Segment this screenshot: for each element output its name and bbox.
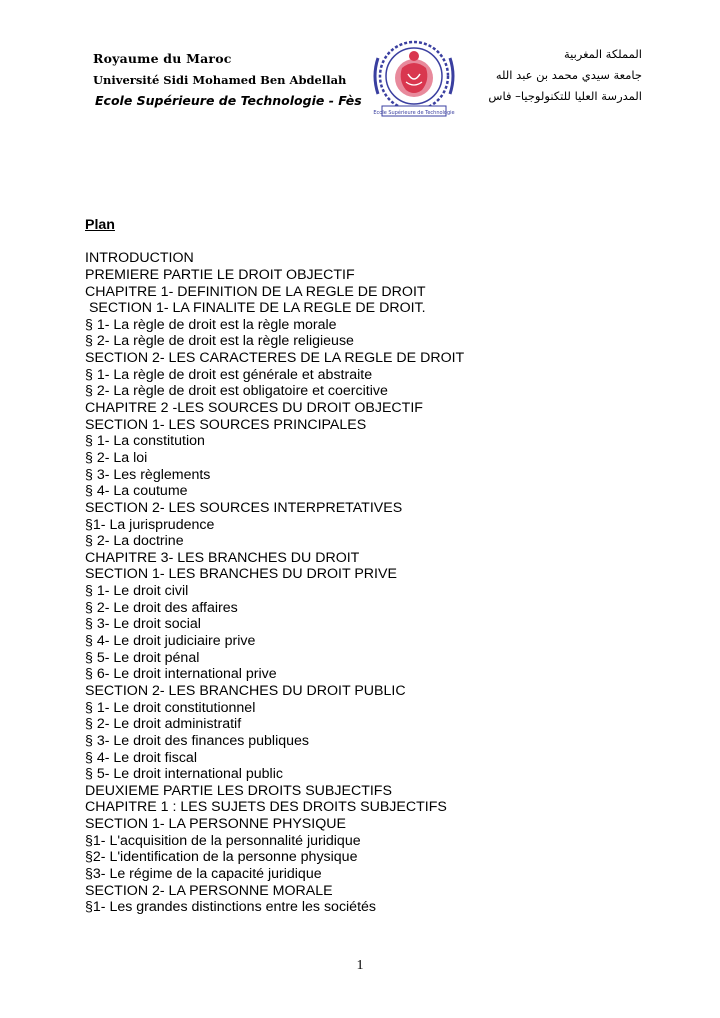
plan-line: PREMIERE PARTIE LE DROIT OBJECTIF bbox=[85, 266, 355, 283]
plan-line: § 2- Le droit des affaires bbox=[85, 599, 238, 616]
plan-line: § 6- Le droit international prive bbox=[85, 666, 277, 683]
header-university: Université Sidi Mohamed Ben Abdellah bbox=[93, 73, 347, 87]
plan-line: INTRODUCTION bbox=[85, 250, 194, 267]
plan-line: SECTION 1- LA FINALITE DE LA REGLE DE DROIT. bbox=[85, 300, 426, 317]
plan-line: CHAPITRE 1 : LES SUJETS DES DROITS SUBJECTIFS bbox=[85, 799, 447, 816]
plan-line: § 4- Le droit judiciaire prive bbox=[85, 633, 256, 650]
plan-line: § 3- Les règlements bbox=[85, 466, 211, 483]
plan-line: § 5- Le droit pénal bbox=[85, 649, 200, 666]
plan-line: § 4- Le droit fiscal bbox=[85, 749, 197, 766]
header-school-ar: المدرسة العليا للتكنولوجيا– فاس bbox=[488, 89, 642, 103]
plan-line: § 4- La coutume bbox=[85, 483, 188, 500]
plan-line: §2- L'identification de la personne physique bbox=[85, 849, 358, 866]
plan-title: Plan bbox=[85, 217, 115, 233]
plan-line: SECTION 1- LES SOURCES PRINCIPALES bbox=[85, 416, 367, 433]
plan-line: CHAPITRE 3- LES BRANCHES DU DROIT bbox=[85, 549, 360, 566]
header-kingdom-ar: المملكة المغربية bbox=[563, 47, 642, 61]
plan-line: § 5- Le droit international public bbox=[85, 766, 283, 783]
plan-line: §3- Le régime de la capacité juridique bbox=[85, 865, 322, 882]
plan-line: §1- Les grandes distinctions entre les sociétés bbox=[85, 899, 377, 916]
plan-line: §1- La jurisprudence bbox=[85, 516, 215, 533]
header-university-ar: جامعة سيدي محمد بن عبد الله bbox=[495, 68, 642, 82]
plan-outline bbox=[85, 250, 685, 916]
plan-line: § 2- La règle de droit est la règle religieuse bbox=[85, 333, 354, 350]
plan-line: SECTION 2- LES SOURCES INTERPRETATIVES bbox=[85, 499, 403, 516]
plan-line: § 2- La règle de droit est obligatoire et coercitive bbox=[85, 383, 388, 400]
plan-line: SECTION 2- LES CARACTERES DE LA REGLE DE DROIT bbox=[85, 350, 465, 367]
plan-line: § 1- Le droit constitutionnel bbox=[85, 699, 256, 716]
header-school: Ecole Supérieure de Technologie - Fès bbox=[95, 93, 362, 108]
plan-line: DEUXIEME PARTIE LES DROITS SUBJECTIFS bbox=[85, 782, 392, 799]
plan-line: § 2- La loi bbox=[85, 449, 148, 466]
plan-line: § 1- Le droit civil bbox=[85, 583, 189, 600]
plan-line: SECTION 1- LA PERSONNE PHYSIQUE bbox=[85, 816, 346, 833]
plan-line: § 1- La règle de droit est la règle morale bbox=[85, 316, 337, 333]
header-kingdom: Royaume du Maroc bbox=[93, 51, 232, 66]
plan-line: §1- L'acquisition de la personnalité juridique bbox=[85, 832, 361, 849]
plan-line: SECTION 2- LES BRANCHES DU DROIT PUBLIC bbox=[85, 682, 406, 699]
page-number: 1 bbox=[356, 958, 364, 973]
plan-line: § 3- Le droit des finances publiques bbox=[85, 732, 309, 749]
university-logo-icon bbox=[368, 38, 460, 122]
plan-line: CHAPITRE 2 -LES SOURCES DU DROIT OBJECTIF bbox=[85, 400, 423, 417]
plan-line: CHAPITRE 1- DEFINITION DE LA REGLE DE DROIT bbox=[85, 283, 426, 300]
plan-line: § 1- La règle de droit est générale et abstraite bbox=[85, 366, 373, 383]
spacer bbox=[85, 234, 685, 251]
plan-line: § 2- Le droit administratif bbox=[85, 716, 242, 733]
plan-section bbox=[85, 217, 685, 916]
plan-line: SECTION 1- LES BRANCHES DU DROIT PRIVE bbox=[85, 566, 397, 583]
logo-caption: Ecole Supérieure de Technologie bbox=[373, 110, 455, 116]
header-right-arabic bbox=[472, 44, 642, 107]
plan-line: § 2- La doctrine bbox=[85, 533, 184, 550]
plan-line: § 1- La constitution bbox=[85, 433, 205, 450]
header-left-french bbox=[93, 50, 363, 110]
plan-line: § 3- Le droit social bbox=[85, 616, 201, 633]
plan-line: SECTION 2- LA PERSONNE MORALE bbox=[85, 882, 333, 899]
